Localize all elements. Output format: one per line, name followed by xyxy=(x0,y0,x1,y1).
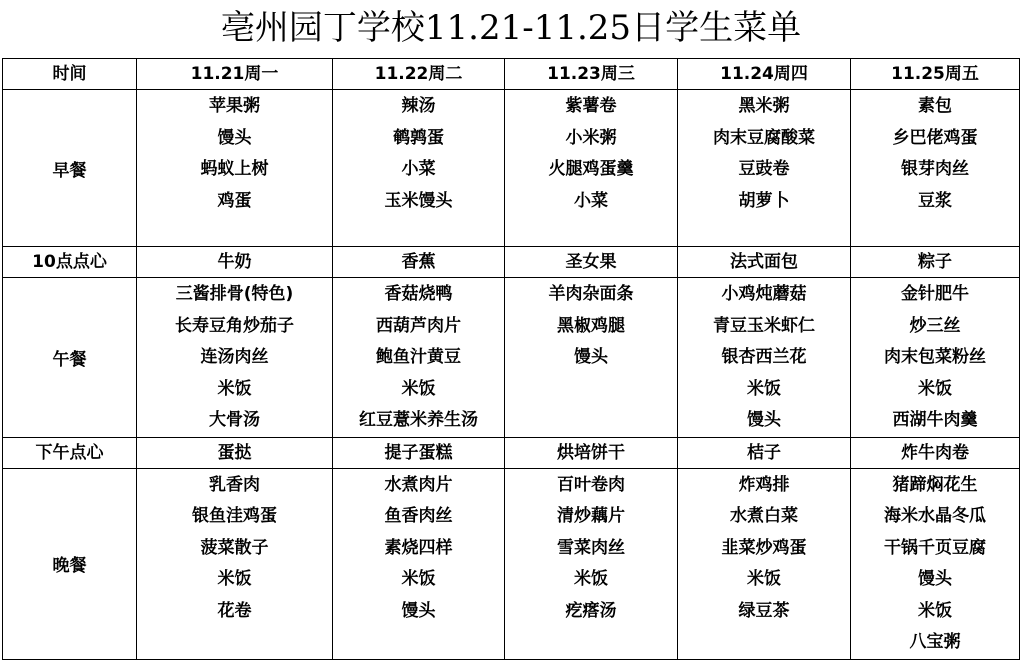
day-header-thu: 11.24周四 xyxy=(678,59,851,90)
page-title: 亳州园丁学校11.21-11.25日学生菜单 xyxy=(220,8,802,48)
dish-item: 雪菜肉丝 xyxy=(557,537,625,558)
dish-item: 辣汤 xyxy=(401,96,436,116)
afternoon-snack-mon: 蛋挞 xyxy=(137,437,333,468)
dish-item: 米饭 xyxy=(747,378,781,399)
lunch-cell-wed xyxy=(505,278,678,438)
dish-item: 炸鸡排 xyxy=(738,474,790,495)
dish-item: 乳香肉 xyxy=(209,474,260,495)
dish-item: 长寿豆角炒茄子 xyxy=(175,315,294,336)
dish-item: 馒头 xyxy=(217,127,252,148)
dish-item: 红豆薏米养生汤 xyxy=(359,410,478,430)
dish-item: 青豆玉米虾仁 xyxy=(713,315,815,336)
morning-snack-fri: 粽子 xyxy=(851,247,1020,278)
dinner-cell-tue xyxy=(333,468,505,659)
lunch-row xyxy=(3,278,1020,438)
dish-item: 馒头 xyxy=(747,410,781,430)
breakfast-cell-mon xyxy=(137,90,333,247)
dish-item: 水煮肉片 xyxy=(384,474,453,495)
dish-item: 香菇烧鸭 xyxy=(384,284,453,304)
morning-snack-row xyxy=(3,247,1020,278)
dish-item: 米饭 xyxy=(217,569,252,589)
dish-item: 清炒藕片 xyxy=(557,506,625,526)
afternoon-snack-label: 下午点心 xyxy=(3,437,137,468)
dish-item: 西湖牛肉羹 xyxy=(892,410,978,430)
morning-snack-label: 10点点心 xyxy=(3,247,137,278)
afternoon-snack-fri: 炸牛肉卷 xyxy=(851,437,1020,468)
day-header-fri: 11.25周五 xyxy=(851,59,1020,90)
dish-item: 韭菜炒鸡蛋 xyxy=(721,537,807,558)
dish-item: 鲍鱼汁黄豆 xyxy=(376,347,461,367)
dish-item: 水煮白菜 xyxy=(730,506,798,526)
header-row xyxy=(3,59,1020,90)
dish-item: 炒三丝 xyxy=(909,315,961,336)
afternoon-snack-row xyxy=(3,437,1020,468)
dish-item: 银芽肉丝 xyxy=(901,159,969,179)
lunch-cell-fri xyxy=(851,278,1020,438)
dinner-cell-fri xyxy=(851,468,1020,659)
dish-item: 紫薯卷 xyxy=(565,96,617,116)
morning-snack-mon: 牛奶 xyxy=(137,247,333,278)
dish-item: 蚂蚁上树 xyxy=(200,159,269,179)
dinner-cell-wed xyxy=(505,468,678,659)
dish-item: 金针肥牛 xyxy=(901,284,969,304)
dish-item: 连汤肉丝 xyxy=(200,347,269,367)
breakfast-cell-wed xyxy=(505,90,678,247)
breakfast-row xyxy=(3,90,1020,247)
dish-item: 绿豆茶 xyxy=(738,600,790,621)
dish-item: 黑椒鸡腿 xyxy=(557,315,625,336)
dinner-row xyxy=(3,468,1020,659)
dish-item: 小米粥 xyxy=(565,127,617,148)
afternoon-snack-tue: 提子蛋糕 xyxy=(333,437,505,468)
dish-item: 米饭 xyxy=(747,569,781,589)
dish-item: 米饭 xyxy=(401,378,436,399)
breakfast-cell-thu xyxy=(678,90,851,247)
dish-item: 大骨汤 xyxy=(209,410,260,430)
day-header-wed: 11.23周三 xyxy=(505,59,678,90)
lunch-cell-tue xyxy=(333,278,505,438)
dish-item: 鹌鹑蛋 xyxy=(393,127,444,148)
dish-item: 羊肉杂面条 xyxy=(548,284,634,304)
dish-item: 胡萝卜 xyxy=(738,190,790,211)
lunch-cell-thu xyxy=(678,278,851,438)
dish-item: 百叶卷肉 xyxy=(557,474,625,495)
dish-item: 鱼香肉丝 xyxy=(384,506,453,526)
morning-snack-thu: 法式面包 xyxy=(678,247,851,278)
dish-item: 馒头 xyxy=(918,569,952,589)
afternoon-snack-wed: 烘培饼干 xyxy=(505,437,678,468)
dish-item: 苹果粥 xyxy=(209,96,260,116)
afternoon-snack-thu: 桔子 xyxy=(678,437,851,468)
dinner-cell-thu xyxy=(678,468,851,659)
lunch-cell-mon xyxy=(137,278,333,438)
dish-item: 疙瘩汤 xyxy=(565,600,617,621)
dinner-cell-mon xyxy=(137,468,333,659)
dish-item: 鸡蛋 xyxy=(217,190,252,211)
dish-item: 肉末豆腐酸菜 xyxy=(713,127,815,148)
day-header-mon: 11.21周一 xyxy=(137,59,333,90)
menu-table xyxy=(2,58,1020,660)
dinner-label: 晚餐 xyxy=(3,468,137,659)
breakfast-cell-tue xyxy=(333,90,505,247)
dish-item: 银杏西兰花 xyxy=(721,347,807,367)
time-header: 时间 xyxy=(3,59,137,90)
dish-item: 小菜 xyxy=(574,190,608,211)
dish-item: 乡巴佬鸡蛋 xyxy=(892,127,978,148)
dish-item: 素烧四样 xyxy=(384,537,453,558)
dish-item: 小菜 xyxy=(401,159,436,179)
dish-item: 素包 xyxy=(918,96,952,116)
dish-item: 馒头 xyxy=(574,347,608,367)
dish-item: 花卷 xyxy=(217,600,252,621)
dish-item: 米饭 xyxy=(217,378,252,399)
dish-item: 西葫芦肉片 xyxy=(376,315,461,336)
dish-item: 火腿鸡蛋羹 xyxy=(548,159,634,179)
dish-item: 菠菜散子 xyxy=(200,537,269,558)
dish-item: 小鸡炖蘑菇 xyxy=(721,284,807,304)
dish-item: 米饭 xyxy=(401,569,436,589)
day-header-tue: 11.22周二 xyxy=(333,59,505,90)
dish-item: 海米水晶冬瓜 xyxy=(884,506,986,526)
breakfast-cell-fri xyxy=(851,90,1020,247)
morning-snack-wed: 圣女果 xyxy=(505,247,678,278)
dish-item: 猪蹄焖花生 xyxy=(892,474,978,495)
dish-item: 八宝粥 xyxy=(909,632,961,652)
dish-item: 米饭 xyxy=(918,600,952,621)
dish-item: 玉米馒头 xyxy=(384,190,453,211)
dish-item: 肉末包菜粉丝 xyxy=(884,347,986,367)
dish-item: 银鱼洼鸡蛋 xyxy=(192,506,277,526)
dish-item: 米饭 xyxy=(918,378,952,399)
breakfast-label: 早餐 xyxy=(3,90,137,247)
dish-item: 豆豉卷 xyxy=(738,159,790,179)
dish-item: 豆浆 xyxy=(918,190,952,211)
morning-snack-tue: 香蕉 xyxy=(333,247,505,278)
dish-item: 干锅千页豆腐 xyxy=(884,537,986,558)
dish-item: 黑米粥 xyxy=(738,96,790,116)
dish-item: 馒头 xyxy=(401,600,436,621)
dish-item: 米饭 xyxy=(574,569,608,589)
dish-item: 三酱排骨(特色) xyxy=(175,284,294,304)
lunch-label: 午餐 xyxy=(3,278,137,438)
